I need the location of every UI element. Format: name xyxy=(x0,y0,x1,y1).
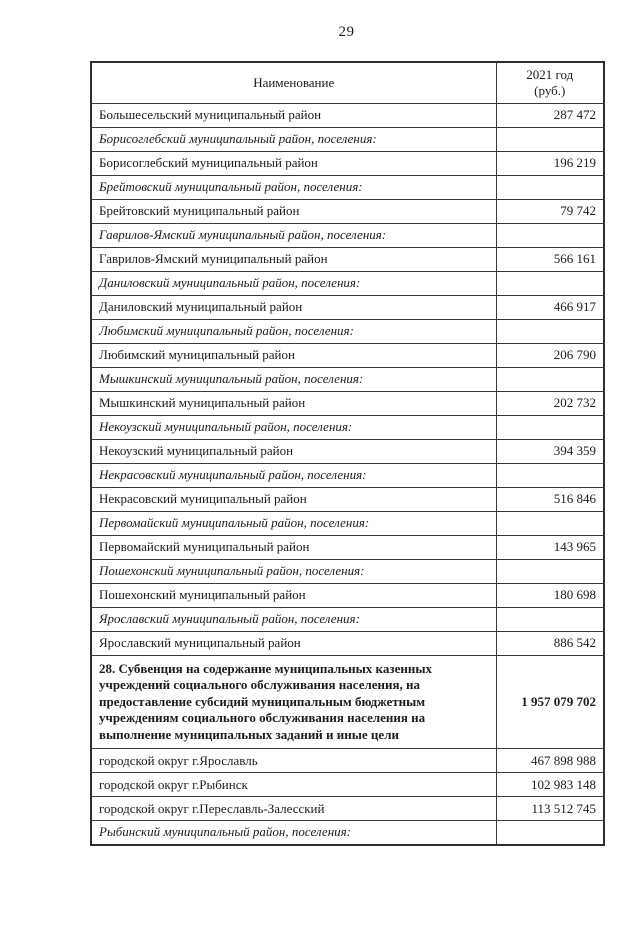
table-row xyxy=(91,749,604,773)
row-value-cell: 202 732 xyxy=(496,391,604,415)
table-row xyxy=(91,199,604,223)
table-row xyxy=(91,821,604,845)
row-name-cell: Даниловский муниципальный район xyxy=(91,295,496,319)
table-row xyxy=(91,271,604,295)
row-value-cell: 566 161 xyxy=(496,247,604,271)
row-name-cell: Борисоглебский муниципальный район xyxy=(91,151,496,175)
table-row xyxy=(91,607,604,631)
table-row xyxy=(91,175,604,199)
row-name-cell: Ярославский муниципальный район, поселения: xyxy=(91,607,496,631)
table-row xyxy=(91,559,604,583)
table-row xyxy=(91,319,604,343)
row-value-cell xyxy=(496,319,604,343)
row-name-cell: Борисоглебский муниципальный район, поселения: xyxy=(91,127,496,151)
row-value-cell: 79 742 xyxy=(496,199,604,223)
row-value-cell: 394 359 xyxy=(496,439,604,463)
table-row xyxy=(91,439,604,463)
table-row xyxy=(91,247,604,271)
row-value-cell: 180 698 xyxy=(496,583,604,607)
row-name-cell: Брейтовский муниципальный район, поселения: xyxy=(91,175,496,199)
row-value-cell: 516 846 xyxy=(496,487,604,511)
table-row xyxy=(91,151,604,175)
row-name-cell: Некрасовский муниципальный район, поселения: xyxy=(91,463,496,487)
row-value-cell xyxy=(496,223,604,247)
row-value-cell: 886 542 xyxy=(496,631,604,655)
header-value-line1: 2021 год xyxy=(526,66,574,82)
row-value-cell: 467 898 988 xyxy=(496,749,604,773)
table-row xyxy=(91,103,604,127)
table-row xyxy=(91,655,604,749)
row-name-cell: Пошехонский муниципальный район xyxy=(91,583,496,607)
row-value-cell xyxy=(496,271,604,295)
row-value-cell: 206 790 xyxy=(496,343,604,367)
row-name-cell: Мышкинский муниципальный район, поселения: xyxy=(91,367,496,391)
row-name-cell: 28. Субвенция на содержание муниципальных казенных учреждений социального обслуживания населения, на предоставление субсидий муниципальным бюджетным учреждениям социального обслуживания населения на выполнение муниципальных заданий и иные цели xyxy=(91,655,496,749)
row-name-cell: Некоузский муниципальный район xyxy=(91,439,496,463)
row-value-cell: 466 917 xyxy=(496,295,604,319)
table-row xyxy=(91,631,604,655)
row-name-cell: Первомайский муниципальный район xyxy=(91,535,496,559)
row-name-cell: Первомайский муниципальный район, поселения: xyxy=(91,511,496,535)
row-name-cell: городской округ г.Ярославль xyxy=(91,749,496,773)
row-value-cell xyxy=(496,511,604,535)
table-row xyxy=(91,415,604,439)
row-value-cell: 113 512 745 xyxy=(496,797,604,821)
row-name-cell: городской округ г.Рыбинск xyxy=(91,773,496,797)
table-row xyxy=(91,367,604,391)
row-value-cell: 287 472 xyxy=(496,103,604,127)
table-row xyxy=(91,797,604,821)
table-row xyxy=(91,773,604,797)
budget-table xyxy=(90,61,605,846)
row-name-cell: Даниловский муниципальный район, поселения: xyxy=(91,271,496,295)
header-value-cell xyxy=(496,62,604,103)
row-value-cell xyxy=(496,415,604,439)
table-row xyxy=(91,463,604,487)
row-name-cell: городской округ г.Переславль-Залесский xyxy=(91,797,496,821)
row-name-cell: Любимский муниципальный район xyxy=(91,343,496,367)
header-name-cell: Наименование xyxy=(91,62,496,103)
row-value-cell: 196 219 xyxy=(496,151,604,175)
row-value-cell: 102 983 148 xyxy=(496,773,604,797)
row-name-cell: Мышкинский муниципальный район xyxy=(91,391,496,415)
table-row xyxy=(91,295,604,319)
row-name-cell: Пошехонский муниципальный район, поселения: xyxy=(91,559,496,583)
row-value-cell xyxy=(496,367,604,391)
table-body xyxy=(91,103,604,845)
header-value-line2: (руб.) xyxy=(534,82,566,98)
table-row xyxy=(91,511,604,535)
row-name-cell: Гаврилов-Ямский муниципальный район, поселения: xyxy=(91,223,496,247)
row-value-cell xyxy=(496,559,604,583)
table-row xyxy=(91,127,604,151)
row-name-cell: Некрасовский муниципальный район xyxy=(91,487,496,511)
row-value-cell xyxy=(496,821,604,845)
table-header xyxy=(91,62,604,103)
table-row xyxy=(91,343,604,367)
row-value-cell xyxy=(496,463,604,487)
row-value-cell xyxy=(496,175,604,199)
row-value-cell xyxy=(496,127,604,151)
table-row xyxy=(91,487,604,511)
row-name-cell: Брейтовский муниципальный район xyxy=(91,199,496,223)
table-row xyxy=(91,535,604,559)
row-name-cell: Рыбинский муниципальный район, поселения: xyxy=(91,821,496,845)
table-header-row xyxy=(91,62,604,103)
row-name-cell: Любимский муниципальный район, поселения: xyxy=(91,319,496,343)
row-name-cell: Большесельский муниципальный район xyxy=(91,103,496,127)
page-number: 29 xyxy=(338,24,355,40)
table-row xyxy=(91,391,604,415)
table-row xyxy=(91,583,604,607)
row-value-cell xyxy=(496,607,604,631)
row-name-cell: Гаврилов-Ямский муниципальный район xyxy=(91,247,496,271)
row-name-cell: Ярославский муниципальный район xyxy=(91,631,496,655)
table-row xyxy=(91,223,604,247)
row-name-cell: Некоузский муниципальный район, поселения: xyxy=(91,415,496,439)
row-value-cell: 143 965 xyxy=(496,535,604,559)
row-value-cell: 1 957 079 702 xyxy=(496,655,604,749)
